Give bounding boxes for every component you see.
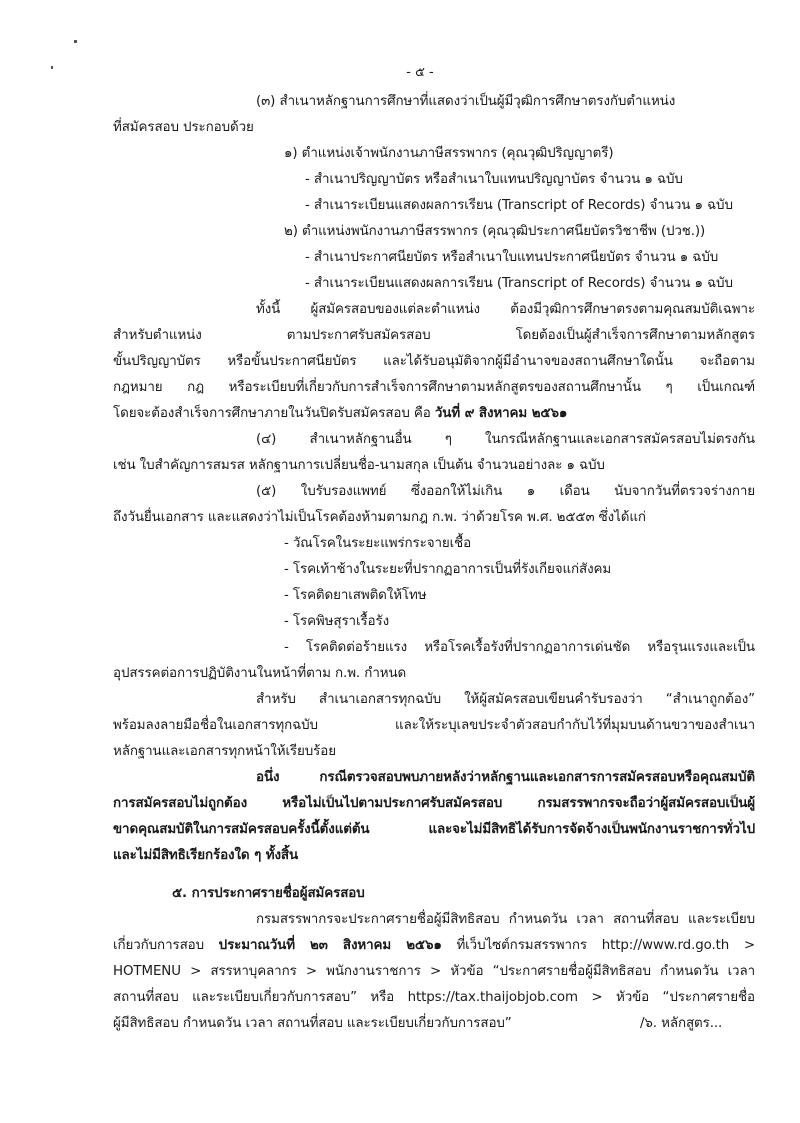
scan-speck — [74, 40, 77, 43]
position2-title: ๒) ตำแหน่งพนักงานภาษีสรรพากร (คุณวุฒิประกาศนียบัตรวิชาชีพ (ปวช.)) — [284, 224, 706, 239]
announce-line: กรมสรรพากรจะประกาศรายชื่อผู้มีสิทธิสอบ กำหนดวัน เวลา สถานที่สอบ และระเบียบ — [256, 912, 755, 927]
section3-lead: (๓) สำเนาหลักฐานการศึกษาที่แสดงว่าเป็นผู้มีวุฒิการศึกษาตรงกับตำแหน่ง — [256, 94, 676, 109]
disease-item: - โรคติดต่อร้ายแรง หรือโรคเรื้อรังที่ปรากฏอาการเด่นชัด หรือรุนแรงและเป็น — [284, 640, 755, 655]
announce-date: ประมาณวันที่ ๒๓ สิงหาคม ๒๕๖๑ — [218, 938, 442, 953]
deadline-line — [113, 404, 567, 424]
announce-line — [113, 936, 755, 956]
disease-cont: อุปสรรคต่อการปฏิบัติงานในหน้าที่ตาม ก.พ. กำหนด — [113, 666, 407, 681]
note-line: ทั้งนี้ ผู้สมัครสอบของแต่ละตำแหน่ง ต้องมีวุฒิการศึกษาตรงตามคุณสมบัติเฉพาะ — [256, 302, 755, 317]
announce-prefix: เกี่ยวกับการสอบ — [113, 938, 219, 953]
deadline-prefix: โดยจะต้องสำเร็จการศึกษาภายในวันปิดรับสมัครสอบ คือ — [113, 406, 435, 421]
note-line: ขั้นปริญญาบัตร หรือขั้นประกาศนียบัตร และได้รับอนุมัติจากผู้มีอำนาจของสถานศึกษาใดนั้น จะถือตาม — [113, 354, 755, 369]
section5-lead: (๕) ใบรับรองแพทย์ ซึ่งออกให้ไม่เกิน ๑ เดือน นับจากวันที่ตรวจร่างกาย — [256, 484, 755, 499]
announce-suffix: ที่เว็บไซต์กรมสรรพากร http://www.rd.go.th > — [441, 938, 755, 953]
section3-cont: ที่สมัครสอบ ประกอบด้วย — [113, 120, 254, 135]
disease-item: - โรคเท้าช้างในระยะที่ปรากฏอาการเป็นที่รังเกียจแก่สังคม — [284, 562, 612, 577]
warning-line: และไม่มีสิทธิเรียกร้องใด ๆ ทั้งสิ้น — [113, 848, 299, 863]
announce-line: ผู้มีสิทธิสอบ กำหนดวัน เวลา สถานที่สอบ และระเบียบเกี่ยวกับการสอบ” — [113, 1016, 512, 1031]
position2-item: - สำเนาประกาศนียบัตร หรือสำเนาใบแทนประกาศนียบัตร จำนวน ๑ ฉบับ — [305, 250, 719, 265]
page-number: - ๕ - — [406, 65, 434, 80]
section5-cont: ถึงวันยื่นเอกสาร และแสดงว่าไม่เป็นโรคต้องห้ามตามกฎ ก.พ. ว่าด้วยโรค พ.ศ. ๒๕๕๓ ซึ่งได้แก่ — [113, 510, 646, 525]
section-heading: ๕. การประกาศรายชื่อผู้สมัครสอบ — [172, 886, 365, 901]
position2-item: - สำเนาระเบียนแสดงผลการเรียน (Transcript of Records) จำนวน ๑ ฉบับ — [305, 276, 733, 291]
announce-line: HOTMENU > สรรหาบุคลากร > พนักงานราชการ > หัวข้อ “ประกาศรายชื่อผู้มีสิทธิสอบ กำหนดวัน เวลา — [113, 964, 755, 979]
announce-line: สถานที่สอบ และระเบียบเกี่ยวกับการสอบ” หรือ https://tax.thaijobjob.com > หัวข้อ “ประกาศรายชื่อ — [113, 990, 755, 1005]
note-line: สำหรับตำแหน่ง ตามประกาศรับสมัครสอบ โดยต้องเป็นผู้สำเร็จการศึกษาตามหลักสูตร — [113, 328, 755, 343]
position1-title: ๑) ตำแหน่งเจ้าพนักงานภาษีสรรพากร (คุณวุฒิปริญญาตรี) — [284, 146, 614, 161]
warning-line: ขาดคุณสมบัติในการสมัครสอบครั้งนี้ตั้งแต่ต้น และจะไม่มีสิทธิได้รับการจัดจ้างเป็นพนักงานราชการทั่วไป — [113, 822, 755, 837]
deadline-date: วันที่ ๙ สิงหาคม ๒๕๖๑ — [434, 406, 568, 421]
disease-item: - โรคติดยาเสพติดให้โทษ — [284, 588, 427, 603]
position1-item: - สำเนาปริญญาบัตร หรือสำเนาใบแทนปริญญาบัตร จำนวน ๑ ฉบับ — [305, 172, 683, 187]
certify-line: หลักฐานและเอกสารทุกหน้าให้เรียบร้อย — [113, 744, 336, 759]
continuation-marker: /๖. หลักสูตร... — [640, 1016, 723, 1031]
position1-item: - สำเนาระเบียนแสดงผลการเรียน (Transcript of Records) จำนวน ๑ ฉบับ — [305, 198, 733, 213]
warning-line: การสมัครสอบไม่ถูกต้อง หรือไม่เป็นไปตามประกาศรับสมัครสอบ กรมสรรพากรจะถือว่าผู้สมัครสอบเป็นผู้ — [113, 796, 755, 811]
certify-line: สำหรับ สำเนาเอกสารทุกฉบับ ให้ผู้สมัครสอบเขียนคำรับรองว่า “สำเนาถูกต้อง” — [256, 692, 755, 707]
certify-line: พร้อมลงลายมือชื่อในเอกสารทุกฉบับ และให้ระบุเลขประจำตัวสอบกำกับไว้ที่มุมบนด้านขวาของสำเนา — [113, 718, 755, 733]
section4-lead: (๔) สำเนาหลักฐานอื่น ๆ ในกรณีหลักฐานและเอกสารสมัครสอบไม่ตรงกัน — [256, 432, 755, 447]
note-line: กฎหมาย กฎ หรือระเบียบที่เกี่ยวกับการสำเร็จการศึกษาตามหลักสูตรของสถานศึกษานั้น ๆ เป็นเกณฑ์ — [113, 380, 755, 395]
warning-line: อนึ่ง กรณีตรวจสอบพบภายหลังว่าหลักฐานและเอกสารการสมัครสอบหรือคุณสมบัติ — [256, 770, 755, 785]
disease-item: - โรคพิษสุราเรื้อรัง — [284, 614, 390, 629]
disease-item: - วัณโรคในระยะแพร่กระจายเชื้อ — [284, 536, 472, 551]
section4-cont: เช่น ใบสำคัญการสมรส หลักฐานการเปลี่ยนชื่อ-นามสกุล เป็นต้น จำนวนอย่างละ ๑ ฉบับ — [113, 458, 605, 473]
